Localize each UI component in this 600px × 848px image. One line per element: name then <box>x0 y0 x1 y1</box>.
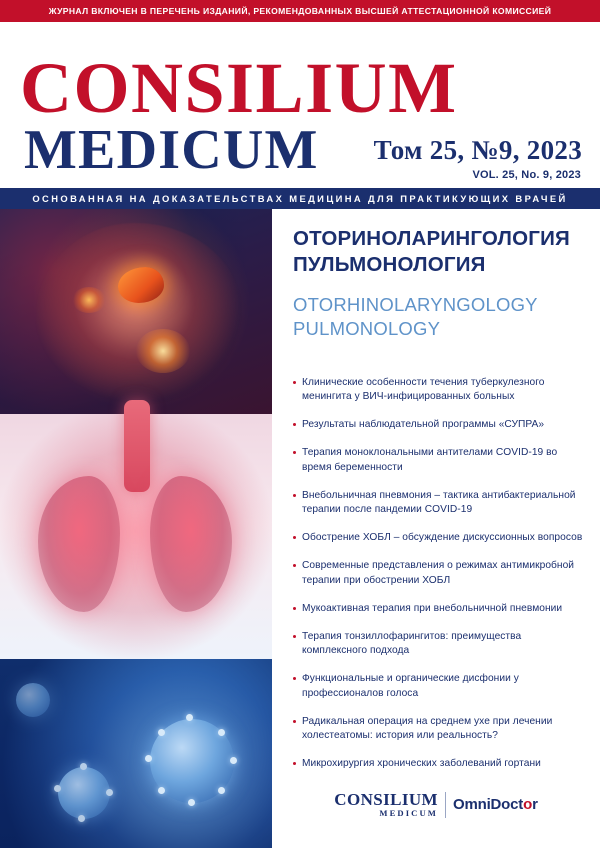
toc-item-label: Функциональные и органические дисфонии у профессионалов голоса <box>302 673 519 699</box>
toc-item-label: Обострение ХОБЛ – обсуждение дискуссионных вопросов <box>302 532 583 544</box>
section-title-ru-line1: ОТОРИНОЛАРИНГОЛОГИЯ <box>293 227 570 250</box>
section-title-en-line1: OTORHINOLARYNGOLOGY <box>293 294 538 315</box>
toc-item-label: Клинические особенности течения туберкулезного менингита у ВИЧ-инфицированных больных <box>302 377 545 403</box>
virus-spike <box>78 815 85 822</box>
lungs-illustration <box>0 414 272 659</box>
masthead <box>0 22 600 188</box>
bullet-icon <box>293 607 296 610</box>
virus-spike <box>230 757 237 764</box>
publisher-logo <box>272 791 600 818</box>
virus-particle-large-icon <box>150 719 234 803</box>
toc-item[interactable] <box>293 715 585 744</box>
toc-item[interactable] <box>293 446 585 475</box>
toc-item[interactable] <box>293 672 585 701</box>
toc-item-label: Мукоактивная терапия при внебольничной пневмонии <box>302 602 563 614</box>
toc-item-label: Современные представления о режимах антимикробной терапии при обострении ХОБЛ <box>302 560 575 586</box>
bullet-icon <box>293 494 296 497</box>
virus-spike <box>158 787 165 794</box>
toc-item-label: Радикальная операция на среднем ухе при лечении холестеатомы: история или реальность? <box>302 715 553 742</box>
toc-item[interactable] <box>293 559 585 588</box>
bullet-icon <box>293 381 296 384</box>
journal-title-secondary: MEDICUM <box>24 119 319 181</box>
logo-medicum-text: MEDICUM <box>379 808 439 819</box>
toc-item-label: Результаты наблюдательной программы «СУПРА» <box>302 419 545 431</box>
virus-spike <box>218 787 225 794</box>
toc-item-label: Микрохирургия хронических заболеваний гортани <box>302 758 541 770</box>
toc-item-label: Терапия моноклональными антителами COVID-19 во время беременности <box>302 447 558 473</box>
bullet-icon <box>293 536 296 539</box>
volume-info-en: VOL. 25, No. 9, 2023 <box>472 169 581 181</box>
virus-illustration <box>0 659 272 848</box>
section-title-en-line2: PULMONOLOGY <box>293 317 441 339</box>
logo-omnidoctor-text <box>453 796 538 813</box>
virus-particle-medium-icon <box>58 767 110 819</box>
logo-omnidoctor-part1: OmniDoct <box>453 796 524 814</box>
bullet-icon <box>293 762 296 765</box>
slogan-bar: ОСНОВАННАЯ НА ДОКАЗАТЕЛЬСТВАХ МЕДИЦИНА ДЛЯ ПРАКТИКУЮЩИХ ВРАЧЕЙ <box>0 188 600 209</box>
head-profile-shape <box>36 223 241 403</box>
toc-item[interactable] <box>293 630 585 659</box>
virus-spike <box>80 763 87 770</box>
toc-item[interactable] <box>293 531 585 545</box>
cover-illustration <box>0 209 272 848</box>
virus-particle-small-icon <box>16 683 50 717</box>
section-title-ru-line2: ПУЛЬМОНОЛОГИЯ <box>293 252 486 276</box>
virus-spike <box>186 714 193 721</box>
lung-left-shape <box>38 476 120 612</box>
virus-spike <box>145 755 152 762</box>
bullet-icon <box>293 451 296 454</box>
journal-title-primary: CONSILIUM <box>20 48 458 128</box>
ear-glow-shape <box>72 287 106 313</box>
toc-item-label: Внебольничная пневмония – тактика антибактериальной терапии после пандемии COVID-19 <box>302 489 576 516</box>
bullet-icon <box>293 677 296 680</box>
toc-item[interactable] <box>293 376 585 405</box>
virus-spike <box>54 785 61 792</box>
bullet-icon <box>293 423 296 426</box>
logo-consilium-block <box>334 791 438 818</box>
head-anatomy-illustration <box>0 209 272 414</box>
volume-info-ru: Том 25, №9, 2023 <box>373 135 582 165</box>
toc-item-label: Терапия тонзиллофарингитов: преимущества комплексного подхода <box>302 630 522 657</box>
logo-omnidoctor-accent: o <box>523 796 533 814</box>
bullet-icon <box>293 564 296 567</box>
virus-spike <box>218 729 225 736</box>
virus-spike <box>106 789 113 796</box>
cover-content-column <box>272 209 600 848</box>
virus-spike <box>188 799 195 806</box>
virus-spike <box>158 729 165 736</box>
lung-right-shape <box>150 476 232 612</box>
toc-item[interactable] <box>293 418 585 432</box>
logo-omnidoctor-part2: r <box>532 796 538 814</box>
trachea-shape <box>124 400 150 492</box>
logo-consilium-text: CONSILIUM <box>334 790 439 810</box>
toc-item[interactable] <box>293 489 585 518</box>
section-title-ru <box>293 226 583 277</box>
logo-divider <box>445 792 446 818</box>
vak-banner: ЖУРНАЛ ВКЛЮЧЕН В ПЕРЕЧЕНЬ ИЗДАНИЙ, РЕКОМЕНДОВАННЫХ ВЫСШЕЙ АТТЕСТАЦИОННОЙ КОМИССИЕЙ <box>0 0 600 22</box>
throat-glow-shape <box>136 329 190 373</box>
bullet-icon <box>293 635 296 638</box>
bullet-icon <box>293 720 296 723</box>
table-of-contents <box>293 376 585 785</box>
toc-item[interactable] <box>293 757 585 771</box>
section-title-en <box>293 293 583 340</box>
toc-item[interactable] <box>293 602 585 616</box>
